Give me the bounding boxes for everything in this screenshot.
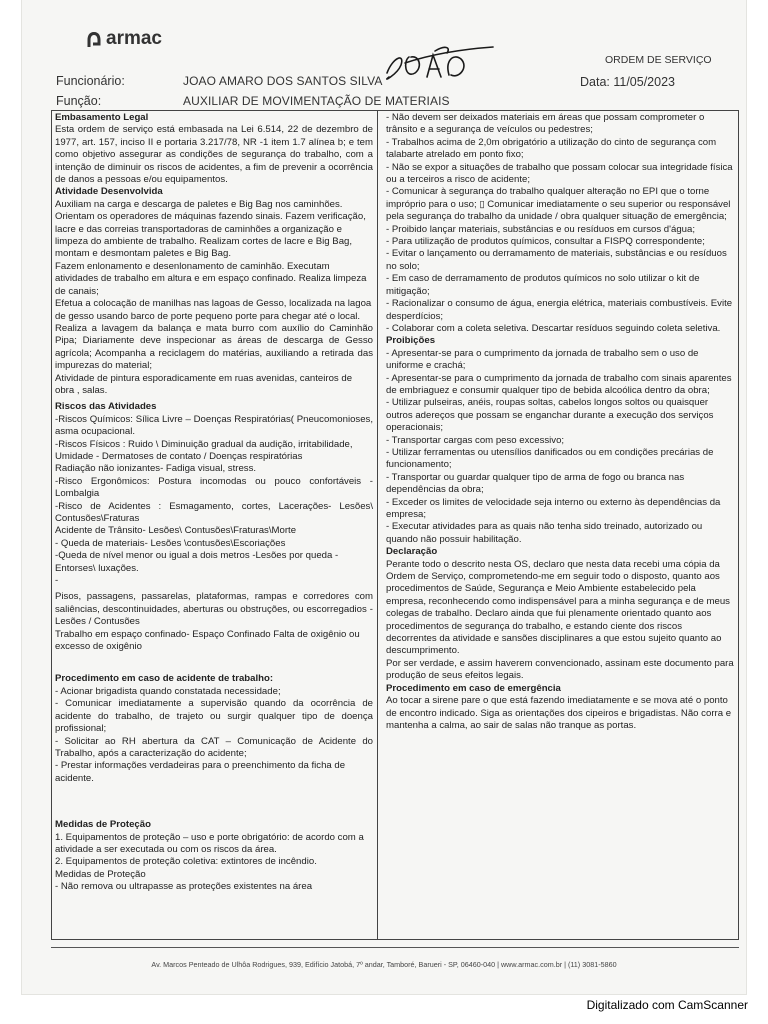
safety-rule: - Comunicar à segurança do trabalho qualquer alteração no EPI que o torne impróprio para o uso; ▯ Comunicar imediatamente o seu superior ou responsável pela segurança do trabalho da unidade / obra qualquer situação de emergência;: [386, 186, 731, 223]
accident-step: - Solicitar ao RH abertura da CAT – Comunicação de Acidente do Trabalho, após a caracterização do acidente;: [55, 735, 373, 759]
prohibition-item: - Utilizar pulseiras, anéis, roupas soltas, cabelos longos soltos ou quaisquer outros adereços que possam se enganchar durante a execução dos serviços operacionais;: [386, 397, 714, 434]
risk-item: -Riscos Físicos : Ruido \ Diminuição gradual da audição, irritabilidade, Umidade - Dermatoses de contato / Doenças respiratórias: [55, 438, 353, 462]
protection-item: - Não remova ou ultrapasse as proteções existentes na área: [55, 881, 313, 893]
section-title-prohibitions: Proibições: [386, 335, 436, 347]
accident-step: - Comunicar imediatamente a supervisão quando da ocorrência de acidente do trabalho, de trajeto ou surgir qualquer tipo de doença profissional;: [55, 698, 373, 735]
role-label: Função:: [56, 94, 102, 108]
footer-rule: [51, 947, 739, 948]
prohibition-item: - Utilizar ferramentas ou utensílios danificados ou em condições precárias de funcionamento;: [386, 446, 714, 471]
risk-item: Trabalho em espaço confinado- Espaço Confinado Falta de oxigênio ou excesso de oxigênio: [55, 628, 360, 653]
safety-rule: - Não devem ser deixados materiais em áreas que possam comprometer o trânsito e a segurança de veículos ou pedestres;: [386, 112, 705, 136]
section-title-legal: Embasamento Legal: [55, 112, 149, 123]
risk-item: -Risco de Acidentes : Esmagamento, cortes, Lacerações- Lesões\ Contusões\Fraturas: [55, 500, 373, 524]
risk-item: - Queda de materiais- Lesões \contusões\Escoriações: [55, 537, 286, 549]
section-title-accident: Procedimento em caso de acidente de trabalho:: [55, 673, 274, 685]
activity-paragraph: Auxiliam na carga e descarga de paletes e Big Bag nos caminhões. Orientam os operadores de máquinas fazendo sinais. Fazem verificação, lacre e das correias transportadoras de caminhões a organização e limpeza do ambiente de trabalho. Realizam cortes de lacre e Big Bag, montam e desmontam paletes e Big Bag.: [55, 198, 366, 260]
protection-item: 2. Equipamentos de proteção coletiva: extintores de incêndio.: [55, 856, 317, 868]
risk-item: -: [55, 575, 59, 587]
scanner-watermark: Digitalizado com CamScanner: [586, 998, 748, 1012]
prohibition-item: - Transportar ou guardar qualquer tipo de arma de fogo ou branca nas dependências da obra;: [386, 471, 685, 496]
protection-item: Medidas de Proteção: [55, 868, 146, 880]
section-title-emergency: Procedimento em caso de emergência: [386, 682, 561, 694]
safety-rule: - Proibido lançar materiais, substâncias e ou resíduos em cursos d'água;: [386, 223, 695, 235]
handwritten-signature: [375, 43, 495, 89]
employee-label: Funcionário:: [56, 74, 125, 88]
role-value: AUXILIAR DE MOVIMENTAÇÃO DE MATERIAIS: [183, 94, 450, 108]
armac-logo-icon: [86, 30, 102, 48]
declaration-text: Perante todo o descrito nesta OS, declaro que nesta data recebi uma cópia da Ordem de Serviço, comprometendo-me em seguir todo o disposto, quanto aos procedimentos de Saúde, Segurança e Meio Ambiente estabelecido pela empresa, reconhecendo como indispensável para a minha segurança e de meus colegas de trabalho. Declaro ainda que fui plenamente orientado quanto aos procedimentos de segurança do trabalho, e estando ciente dos riscos decorrentes da atividade e sansões disciplinares a que estou sujeito quanto ao descumprimento.: [386, 558, 730, 657]
employee-name: JOAO AMARO DOS SANTOS SILVA: [183, 74, 383, 88]
activity-paragraph: Efetua a colocação de manilhas nas lagoas de Gesso, localizada na lagoa de gesso usando barco de porte pequeno porte para chegar até o local.: [55, 298, 372, 322]
section-title-activity: Atividade Desenvolvida: [55, 186, 163, 198]
risk-item: Radiação não ionizantes- Fadiga visual, stress.: [55, 463, 257, 475]
risk-item: Pisos, passagens, passarelas, plataformas, rampas e corredores com saliências, descontinuidades, aberturas ou obstruções, ou escorregadios - Lesões / Contusões: [55, 591, 373, 628]
section-title-protection: Medidas de Proteção: [55, 819, 151, 831]
declaration-text: Por ser verdade, e assim haverem convencionado, assinam este documento para produção de seus efeitos legais.: [386, 657, 734, 682]
risk-item: -Risco Ergonômicos: Postura incomodas ou pouco confortáveis - Lombalgia: [55, 475, 373, 500]
accident-step: - Prestar informações verdadeiras para o preenchimento da ficha de acidente.: [55, 760, 346, 784]
footer-address: Av. Marcos Penteado de Ulhôa Rodrigues, 939, Edifício Jatobá, 7º andar, Tamboré, Barueri - SP, 06460-040 | www.armac.com.br | (11) 3081-5860: [151, 960, 617, 969]
doc-title: ORDEM DE SERVIÇO: [605, 54, 712, 66]
safety-rule: - Trabalhos acima de 2,0m obrigatório a utilização do cinto de segurança com talabarte atrelado em ponto fixo;: [386, 136, 717, 161]
prohibition-item: - Apresentar-se para o cumprimento da jornada de trabalho com sinais aparentes de embriaguez e consumir qualquer tipo de bebida alcoólica dentro da obra;: [386, 372, 732, 396]
prohibition-item: - Exceder os limites de velocidade seja interno ou externo às dependências da empresa;: [386, 496, 721, 520]
safety-rule: - Em caso de derramamento de produtos químicos no solo utilizar o kit de mitigação;: [386, 273, 700, 297]
activity-paragraph: Realiza a lavagem da balança e mata burro com auxílio do Caminhão Pipa; Diariamente deve inspecionar as áreas de descarga de Gesso agrícola; Acompanha a reciclagem do matérias, auxiliando a retirada das impurezas do material;: [55, 322, 373, 372]
legal-text: Esta ordem de serviço está embasada na Lei 6.514, 22 de dezembro de 1977, art. 157, inciso II e portaria 3.217/78, NR -1 item 1.7 alínea b; e tem como objetivo assegurar as condições de segurança do trabalho, com a intenção de diminuir os riscos de acidentes, a fim de prevenir a ocorrência de danos a pessoas e/ou equipamentos.: [55, 124, 373, 186]
activity-paragraph: Atividade de pintura esporadicamente em ruas avenidas, canteiros de obra , salas.: [55, 372, 353, 396]
risk-item: -Riscos Químicos: Sílica Livre – Doenças Respiratórias( Pneucomonioses, asma ocupacional.: [55, 413, 373, 438]
brand-name: armac: [106, 28, 162, 49]
armac-logo: [86, 28, 162, 50]
risk-item: Acidente de Trânsito- Lesões\ Contusões\Fraturas\Morte: [55, 525, 297, 537]
prohibition-item: - Apresentar-se para o cumprimento da jornada de trabalho sem o uso de uniforme e crachá;: [386, 347, 699, 372]
safety-rule: - Evitar o lançamento ou derramamento de materiais, substâncias e ou resíduos no solo;: [386, 248, 727, 272]
safety-rule: - Colaborar com a coleta seletiva. Descartar resíduos seguindo coleta seletiva.: [386, 322, 721, 334]
left-column: [55, 112, 373, 894]
safety-rule: - Não se expor a situações de trabalho que possam colocar sua integridade física ou a terceiros a risco de acidente;: [386, 161, 733, 186]
protection-item: 1. Equipamentos de proteção – uso e porte obrigatório: de acordo com a atividade a ser executada ou com os riscos da área.: [55, 831, 364, 855]
prohibition-item: - Executar atividades para as quais não tenha sido treinado, autorizado ou quando não possuir habilitação.: [386, 521, 703, 545]
section-title-declaration: Declaração: [386, 546, 438, 558]
column-divider: [377, 111, 378, 939]
risk-item: -Queda de nível menor ou igual a dois metros -Lesões por queda - Entorses\ luxações.: [55, 550, 339, 574]
safety-rule: - Para utilização de produtos químicos, consultar a FISPQ correspondente;: [386, 236, 705, 248]
emergency-text: Ao tocar a sirene pare o que está fazendo imediatamente e se mova até o ponto de encontro indicado. Siga as orientações dos cipeiros e brigadistas. Não corra e mantenha a calma, ao sair de salas não tranque as portas.: [386, 695, 732, 731]
right-column: [386, 112, 735, 732]
accident-step: - Acionar brigadista quando constatada necessidade;: [55, 685, 281, 697]
safety-rule: - Racionalizar o consumo de água, energia elétrica, materiais combustíveis. Evite desperdícios;: [386, 298, 733, 322]
prohibition-item: - Transportar cargas com peso excessivo;: [386, 434, 565, 446]
activity-paragraph: Fazem enlonamento e desenlonamento de caminhão. Executam atividades de trabalho em altura e em espaço confinado. Realiza limpeza de canais;: [55, 260, 367, 297]
issue-date: Data: 11/05/2023: [580, 75, 675, 89]
content-frame: [51, 110, 739, 940]
section-title-risks: Riscos das Atividades: [55, 401, 157, 413]
